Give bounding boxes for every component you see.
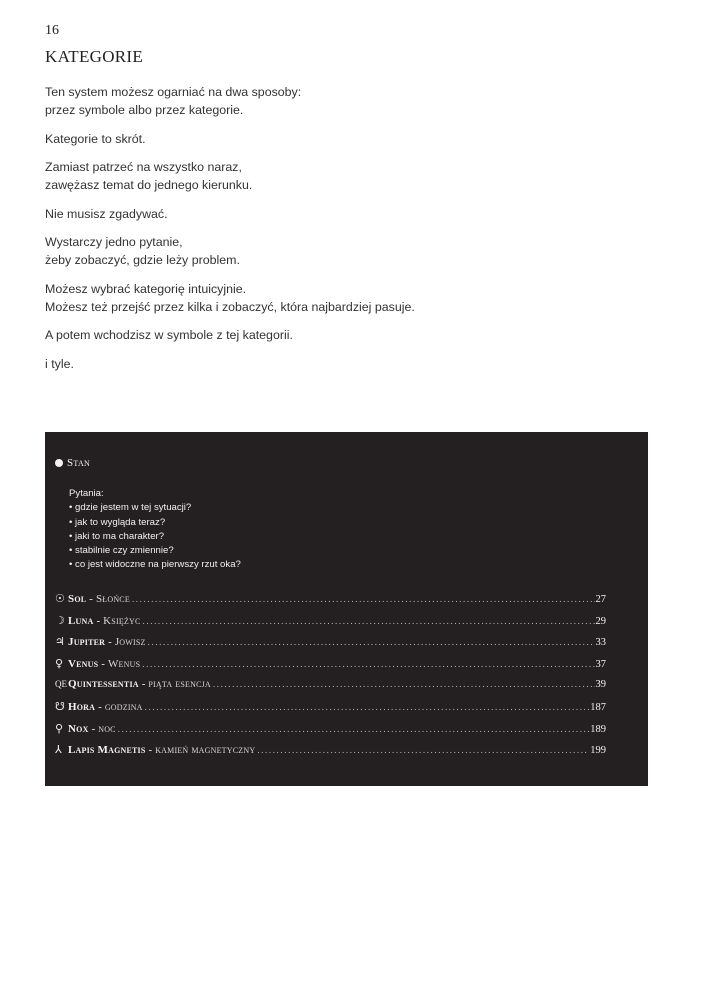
intro-line: Możesz wybrać kategorię intuicyjnie. (45, 281, 247, 296)
toc-separator: - (101, 657, 105, 670)
toc-entry-hora[interactable] (55, 700, 606, 722)
toc-separator: - (96, 614, 101, 627)
questions-block (69, 487, 241, 573)
intro-paragraph-7 (45, 326, 645, 344)
intro-line: Nie musisz zgadywać. (45, 206, 168, 221)
question-item: • stabilnie czy zmiennie? (69, 544, 241, 558)
category-title (55, 457, 90, 469)
toc-latin-name: Quintessentia (68, 678, 139, 691)
toc-entry-luna[interactable] (55, 614, 606, 636)
intro-line: Wystarczy jedno pytanie, (45, 235, 183, 249)
questions-label: Pytania: (69, 488, 104, 499)
toc-separator: - (91, 722, 96, 735)
toc-entry-jupiter[interactable] (55, 635, 606, 657)
intro-paragraph-5 (45, 233, 645, 269)
toc-page-number: 37 (595, 658, 606, 670)
toc-separator: - (141, 678, 146, 691)
toc-leader-dots (143, 616, 595, 626)
toc-leader-dots (148, 637, 595, 647)
intro-paragraph-4 (45, 205, 645, 223)
toc-leader-dots (142, 659, 594, 669)
intro-paragraph-2 (45, 130, 645, 148)
question-item: • gdzie jestem w tej sytuacji? (69, 501, 241, 515)
intro-line: Ten system możesz ogarniać na dwa sposoby: (45, 85, 302, 99)
venus-icon: ♀ (55, 656, 64, 670)
toc-page-number: 187 (590, 701, 606, 713)
toc-latin-name: Lapis Magnetis (68, 744, 146, 757)
toc-native-name: godzina (104, 700, 143, 713)
toc-latin-name: Sol (68, 593, 87, 605)
toc-page-number: 39 (595, 679, 606, 691)
toc-leader-dots (213, 679, 595, 689)
category-title-text: Stan (67, 457, 91, 469)
moon-icon: ☽ (55, 613, 65, 627)
toc-leader-dots (257, 745, 589, 755)
toc-latin-name: Luna (68, 614, 94, 627)
toc-entry-quintessentia[interactable] (55, 678, 606, 700)
intro-line: i tyle. (45, 356, 74, 371)
page-title: KATEGORIE (45, 47, 144, 66)
toc-separator: - (98, 700, 102, 713)
page-number: 16 (45, 23, 59, 38)
magnet-icon: ⅄ (55, 743, 62, 757)
toc-latin-name: Nox (68, 722, 89, 735)
toc-leader-dots (132, 594, 595, 604)
toc-native-name: kamień magnetyczny (155, 744, 256, 757)
toc-leader-dots (145, 702, 590, 712)
jupiter-icon: ♃ (55, 635, 65, 649)
intro-paragraph-3 (45, 158, 645, 194)
question-item: • jak to wygląda teraz? (69, 516, 241, 530)
toc-native-name: Słońce (95, 593, 130, 605)
quintessence-icon: QE (55, 679, 67, 690)
toc-leader-dots (118, 724, 590, 734)
hour-icon: ☋ (55, 699, 65, 713)
toc-page-number: 29 (595, 615, 606, 627)
night-icon: ⚲ (55, 721, 64, 735)
toc-entry-lapis-magnetis[interactable] (55, 743, 606, 765)
table-of-contents (55, 592, 606, 765)
intro-line: żeby zobaczyć, gdzie leży problem. (45, 253, 240, 267)
intro-paragraph-1 (45, 83, 645, 119)
intro-paragraph-6 (45, 280, 645, 316)
intro-line: Zamiast patrzeć na wszystko naraz, (45, 160, 242, 174)
category-panel (45, 432, 648, 786)
toc-entry-venus[interactable] (55, 657, 606, 679)
toc-separator: - (89, 593, 93, 605)
toc-native-name: Jowisz (114, 636, 146, 649)
intro-paragraph-8 (45, 355, 645, 373)
toc-latin-name: Venus (68, 657, 99, 670)
toc-separator: - (108, 636, 112, 649)
toc-native-name: piąta esencja (148, 678, 211, 691)
toc-latin-name: Hora (68, 700, 96, 713)
intro-line: przez symbole albo przez kategorie. (45, 103, 244, 117)
toc-entry-nox[interactable] (55, 722, 606, 744)
questions-list (69, 501, 241, 572)
intro-line: Kategorie to skrót. (45, 131, 146, 146)
toc-page-number: 27 (595, 594, 606, 605)
toc-latin-name: Jupiter (68, 636, 106, 649)
toc-page-number: 189 (590, 723, 606, 735)
intro-text (45, 83, 645, 383)
filled-circle-icon (55, 459, 63, 467)
toc-page-number: 33 (595, 637, 606, 649)
toc-entry-sol[interactable] (55, 592, 606, 614)
intro-line: zawężasz temat do jednego kierunku. (45, 178, 253, 192)
toc-separator: - (148, 744, 153, 757)
question-item: • jaki to ma charakter? (69, 530, 241, 544)
toc-native-name: Księżyc (103, 614, 141, 627)
toc-page-number: 199 (590, 745, 606, 757)
toc-native-name: noc (98, 722, 116, 735)
intro-line: Możesz też przejść przez kilka i zobaczyć, która najbardziej pasuje. (45, 299, 415, 314)
sun-icon: ☉ (55, 592, 65, 605)
toc-native-name: Wenus (107, 657, 141, 670)
question-item: • co jest widoczne na pierwszy rzut oka? (69, 558, 241, 572)
intro-line: A potem wchodzisz w symbole z tej kategorii. (45, 328, 293, 342)
